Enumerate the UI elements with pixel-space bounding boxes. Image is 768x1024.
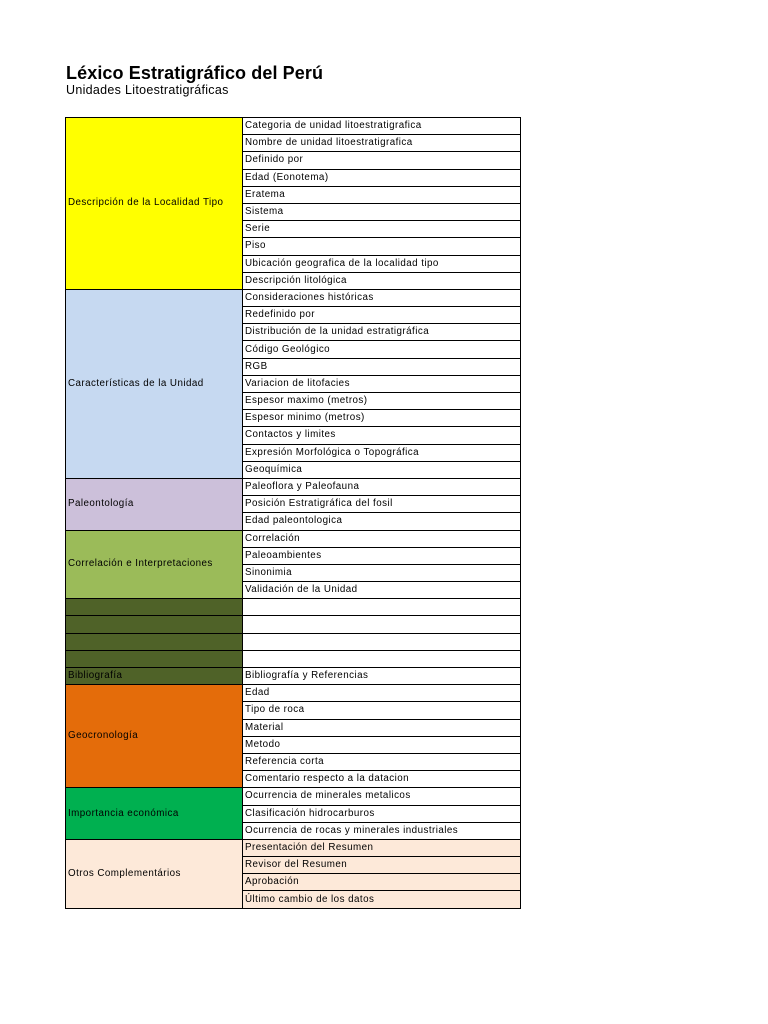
field-table: [65, 117, 521, 909]
field-cell: [243, 599, 521, 616]
field-cell: Edad paleontologica: [243, 513, 521, 530]
field-cell: Aprobación: [243, 874, 521, 891]
group-label-paleontologia: Paleontología: [66, 478, 243, 530]
field-cell: Piso: [243, 238, 521, 255]
field-cell: Redefinido por: [243, 307, 521, 324]
table-row: [66, 616, 521, 633]
field-cell: Comentario respecto a la datacion: [243, 771, 521, 788]
field-table-body: [66, 118, 521, 909]
field-cell: Presentación del Resumen: [243, 839, 521, 856]
table-row: [66, 633, 521, 650]
group-label-correlacion-e-interpretaciones: Correlación e Interpretaciones: [66, 530, 243, 599]
field-cell: Referencia corta: [243, 753, 521, 770]
field-cell: Expresión Morfológica o Topográfica: [243, 444, 521, 461]
group-filler-cell: [66, 633, 243, 650]
field-cell: Sistema: [243, 203, 521, 220]
field-cell: Categoria de unidad litoestratigrafica: [243, 118, 521, 135]
field-cell: Paleoflora y Paleofauna: [243, 478, 521, 495]
field-cell: Correlación: [243, 530, 521, 547]
group-filler-cell: [66, 599, 243, 616]
group-label-importancia-economica: Importancia económica: [66, 788, 243, 840]
field-cell: RGB: [243, 358, 521, 375]
page-title: Léxico Estratigráfico del Perú: [66, 63, 324, 83]
field-cell: Validación de la Unidad: [243, 582, 521, 599]
field-cell: [243, 650, 521, 667]
table-row: [66, 685, 521, 702]
group-label-geocronologia: Geocronología: [66, 685, 243, 788]
field-cell: Ocurrencia de minerales metalicos: [243, 788, 521, 805]
field-cell: Serie: [243, 221, 521, 238]
field-cell: Definido por: [243, 152, 521, 169]
table-row: [66, 839, 521, 856]
field-cell: [243, 616, 521, 633]
field-cell: Variacion de litofacies: [243, 375, 521, 392]
group-filler-cell: [66, 616, 243, 633]
group-label-caracteristicas-de-la-unidad: Características de la Unidad: [66, 289, 243, 478]
field-cell: Edad: [243, 685, 521, 702]
table-row: [66, 530, 521, 547]
group-label-bibliografia: Bibliografía: [66, 668, 243, 685]
field-cell: Último cambio de los datos: [243, 891, 521, 908]
field-cell: Ocurrencia de rocas y minerales industriales: [243, 822, 521, 839]
table-row: [66, 788, 521, 805]
field-cell: Descripción litológica: [243, 272, 521, 289]
table-row: [66, 650, 521, 667]
table-row: [66, 478, 521, 495]
field-cell: Espesor minimo (metros): [243, 410, 521, 427]
group-label-descripcion-de-la-localidad-tipo: Descripción de la Localidad Tipo: [66, 118, 243, 290]
table-row: [66, 118, 521, 135]
field-cell: [243, 633, 521, 650]
field-cell: Material: [243, 719, 521, 736]
page-subtitle: Unidades Litoestratigráficas: [66, 83, 229, 97]
field-cell: Espesor maximo (metros): [243, 393, 521, 410]
field-cell: Código Geológico: [243, 341, 521, 358]
field-cell: Ubicación geografica de la localidad tipo: [243, 255, 521, 272]
field-cell: Posición Estratigráfica del fosil: [243, 496, 521, 513]
field-cell: Nombre de unidad litoestratigrafica: [243, 135, 521, 152]
group-filler-cell: [66, 650, 243, 667]
group-label-otros-complementarios: Otros Complementários: [66, 839, 243, 908]
table-row: [66, 599, 521, 616]
field-cell: Sinonimia: [243, 564, 521, 581]
table-row: [66, 289, 521, 306]
field-cell: Clasificación hidrocarburos: [243, 805, 521, 822]
field-cell: Paleoambientes: [243, 547, 521, 564]
field-cell: Tipo de roca: [243, 702, 521, 719]
field-cell: Edad (Eonotema): [243, 169, 521, 186]
field-cell: Bibliografía y Referencias: [243, 668, 521, 685]
table-row: [66, 668, 521, 685]
field-cell: Contactos y limites: [243, 427, 521, 444]
field-cell: Consideraciones históricas: [243, 289, 521, 306]
field-cell: Geoquímica: [243, 461, 521, 478]
field-cell: Distribución de la unidad estratigráfica: [243, 324, 521, 341]
field-cell: Metodo: [243, 736, 521, 753]
field-cell: Revisor del Resumen: [243, 857, 521, 874]
field-cell: Eratema: [243, 186, 521, 203]
